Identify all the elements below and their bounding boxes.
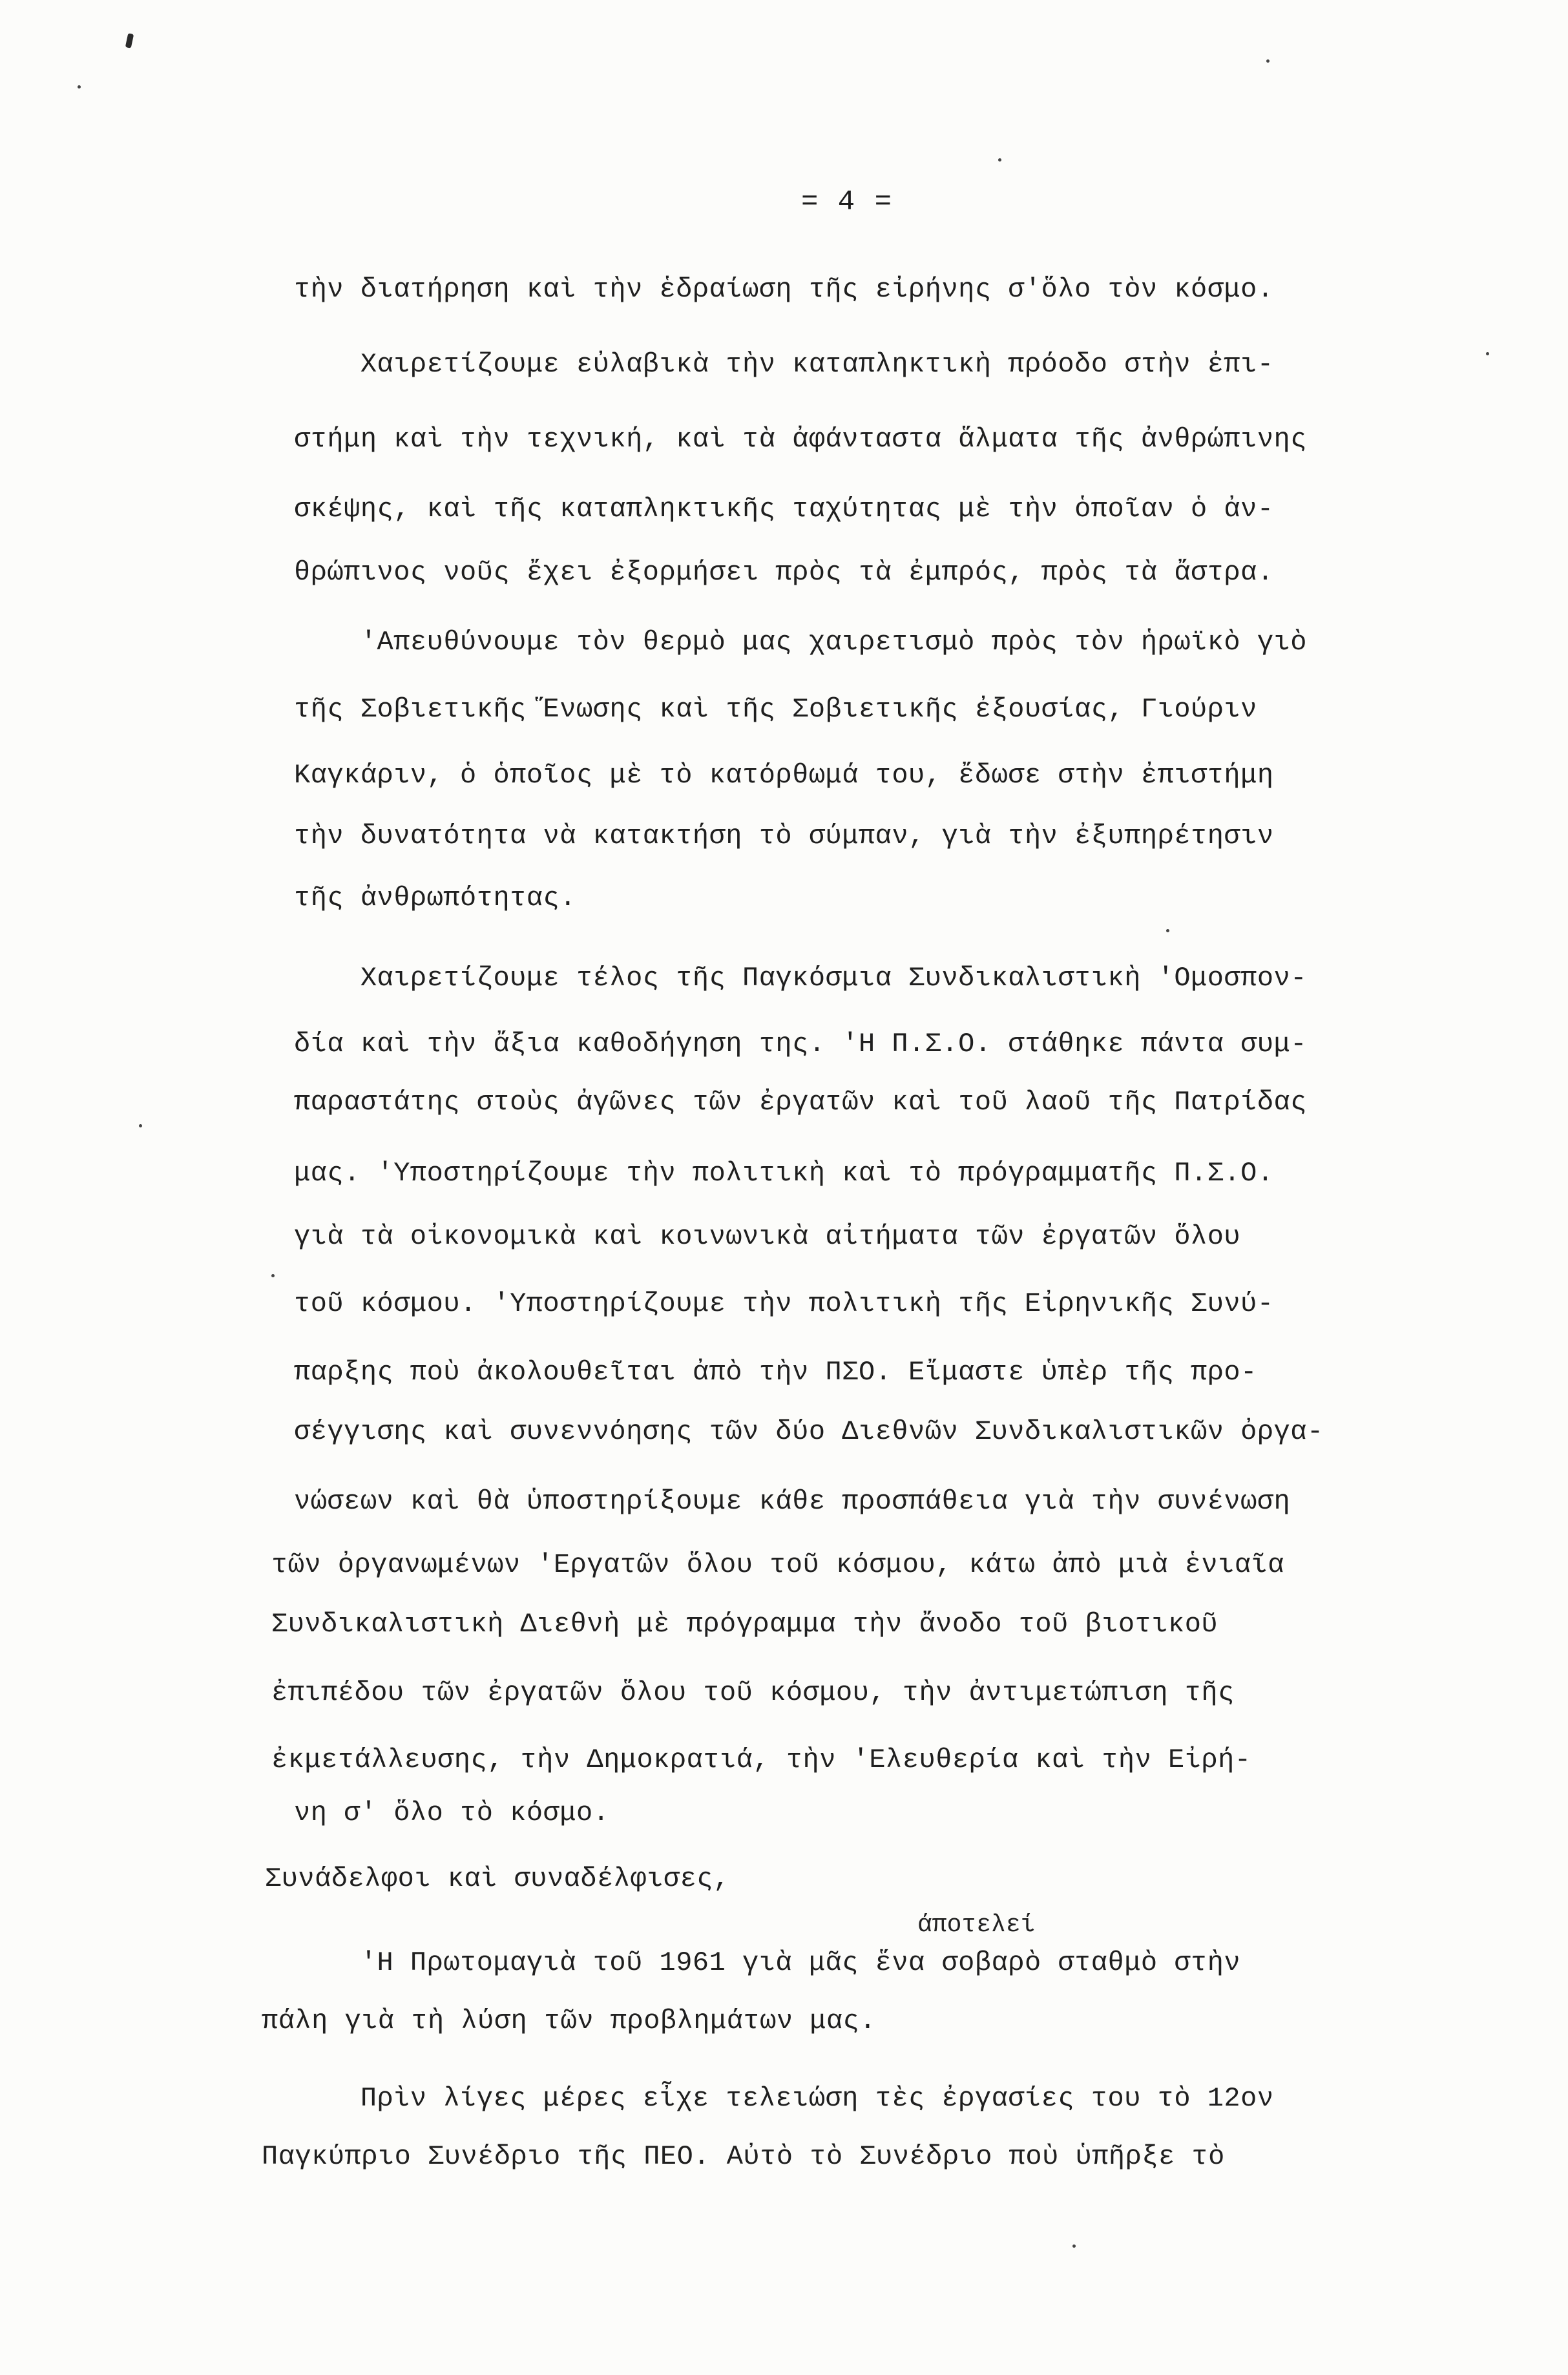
- text-line: Πρὶν λίγες μέρες εἶχε τελειώση τὲς ἐργασίες του τὸ 12ον: [294, 2083, 1274, 2114]
- text-line: γιὰ τὰ οἰκονομικὰ καὶ κοινωνικὰ αἰτήματα τῶν ἐργατῶν ὅλου: [294, 1221, 1241, 1252]
- text-line: Χαιρετίζουμε τέλος τῆς Παγκόσμια Συνδικαλιστικὴ 'Ομοσπον-: [294, 963, 1307, 994]
- text-line: Συνάδελφοι καὶ συναδέλφισες,: [265, 1863, 730, 1894]
- text-line: μας. 'Υποστηρίζουμε τὴν πολιτικὴ καὶ τὸ πρόγραμματῆς Π.Σ.Ο.: [294, 1158, 1274, 1189]
- text-line: 'Η Πρωτομαγιὰ τοῦ 1961 γιὰ μᾶς ἕνα σοβαρὸ σταθμὸ στὴν: [294, 1947, 1241, 1978]
- text-line: πάλη γιὰ τὴ λύση τῶν προβλημάτων μας.: [262, 2005, 877, 2036]
- text-line: ἐκμετάλλευσης, τὴν Δημοκρατιά, τὴν 'Ελευθερία καὶ τὴν Εἰρή-: [271, 1744, 1251, 1775]
- interlinear-insertion: άποτελεί: [917, 1911, 1036, 1939]
- text-line: παραστάτης στοὺς ἀγῶνες τῶν ἐργατῶν καὶ τοῦ λαοῦ τῆς Πατρίδας: [294, 1087, 1307, 1118]
- text-line: νη σ' ὅλο τὸ κόσμο.: [294, 1797, 610, 1828]
- text-line: τὴν διατήρηση καὶ τὴν ἑδραίωση τῆς εἰρήνης σ'ὅλο τὸν κόσμο.: [294, 274, 1274, 305]
- text-line: Συνδικαλιστικὴ Διεθνὴ μὲ πρόγραμμα τὴν ἄνοδο τοῦ βιοτικοῦ: [271, 1609, 1218, 1640]
- speck: [271, 1274, 275, 1277]
- speck: [139, 1124, 142, 1127]
- speck: [78, 85, 81, 89]
- speck: [1166, 929, 1169, 932]
- speck: [1486, 352, 1489, 355]
- text-line: τοῦ κόσμου. 'Υποστηρίζουμε τὴν πολιτικὴ τῆς Εἰρηνικῆς Συνύ-: [294, 1288, 1274, 1319]
- text-line: τῶν ὀργανωμένων 'Εργατῶν ὅλου τοῦ κόσμου, κάτω ἀπὸ μιὰ ἑνιαῖα: [271, 1549, 1284, 1580]
- text-line: τῆς Σοβιετικῆς Ἕνωσης καὶ τῆς Σοβιετικῆς ἐξουσίας, Γιούριν: [294, 694, 1257, 725]
- text-line: σέγγισης καὶ συνεννόησης τῶν δύο Διεθνῶν Συνδικαλιστικῶν ὀργα-: [294, 1416, 1324, 1447]
- text-line: τῆς ἀνθρωπότητας.: [294, 883, 576, 914]
- text-line: τὴν δυνατότητα νὰ κατακτήση τὸ σύμπαν, γιὰ τὴν ἐξυπηρέτησιν: [294, 821, 1274, 852]
- page-number: = 4 =: [801, 186, 894, 218]
- text-line: σκέψης, καὶ τῆς καταπληκτικῆς ταχύτητας μὲ τὴν ὁποῖαν ὁ ἀν-: [294, 494, 1274, 525]
- speck: [1072, 2244, 1076, 2248]
- ink-mark: [125, 33, 134, 48]
- text-line: δία καὶ τὴν ἄξια καθοδήγηση της. 'Η Π.Σ.Ο. στάθηκε πάντα συμ-: [294, 1029, 1307, 1060]
- speck: [1266, 59, 1270, 63]
- text-line: στήμη καὶ τὴν τεχνική, καὶ τὰ ἀφάνταστα ἅλματα τῆς ἀνθρώπινης: [294, 424, 1307, 455]
- text-line: Χαιρετίζουμε εὐλαβικὰ τὴν καταπληκτικὴ πρόοδο στὴν ἐπι-: [294, 349, 1274, 380]
- text-line: Παγκύπριο Συνέδριο τῆς ΠΕΟ. Αὐτὸ τὸ Συνέδριο ποὺ ὑπῆρξε τὸ: [262, 2141, 1225, 2172]
- text-line: Καγκάριν, ὁ ὁποῖος μὲ τὸ κατόρθωμά του, ἔδωσε στὴν ἐπιστήμη: [294, 760, 1274, 791]
- text-line: νώσεων καὶ θὰ ὑποστηρίξουμε κάθε προσπάθεια γιὰ τὴν συνένωση: [294, 1486, 1291, 1517]
- text-line: θρώπινος νοῦς ἔχει ἐξορμήσει πρὸς τὰ ἐμπρός, πρὸς τὰ ἄστρα.: [294, 557, 1274, 588]
- text-line: παρξης ποὺ ἀκολουθεῖται ἀπὸ τὴν ΠΣΟ. Εἴμαστε ὑπὲρ τῆς προ-: [294, 1357, 1257, 1388]
- text-line: ἐπιπέδου τῶν ἐργατῶν ὅλου τοῦ κόσμου, τὴν ἀντιμετώπιση τῆς: [271, 1677, 1235, 1708]
- text-line: 'Απευθύνουμε τὸν θερμὸ μας χαιρετισμὸ πρὸς τὸν ἡρωϊκὸ γιὸ: [294, 627, 1307, 658]
- speck: [998, 158, 1001, 162]
